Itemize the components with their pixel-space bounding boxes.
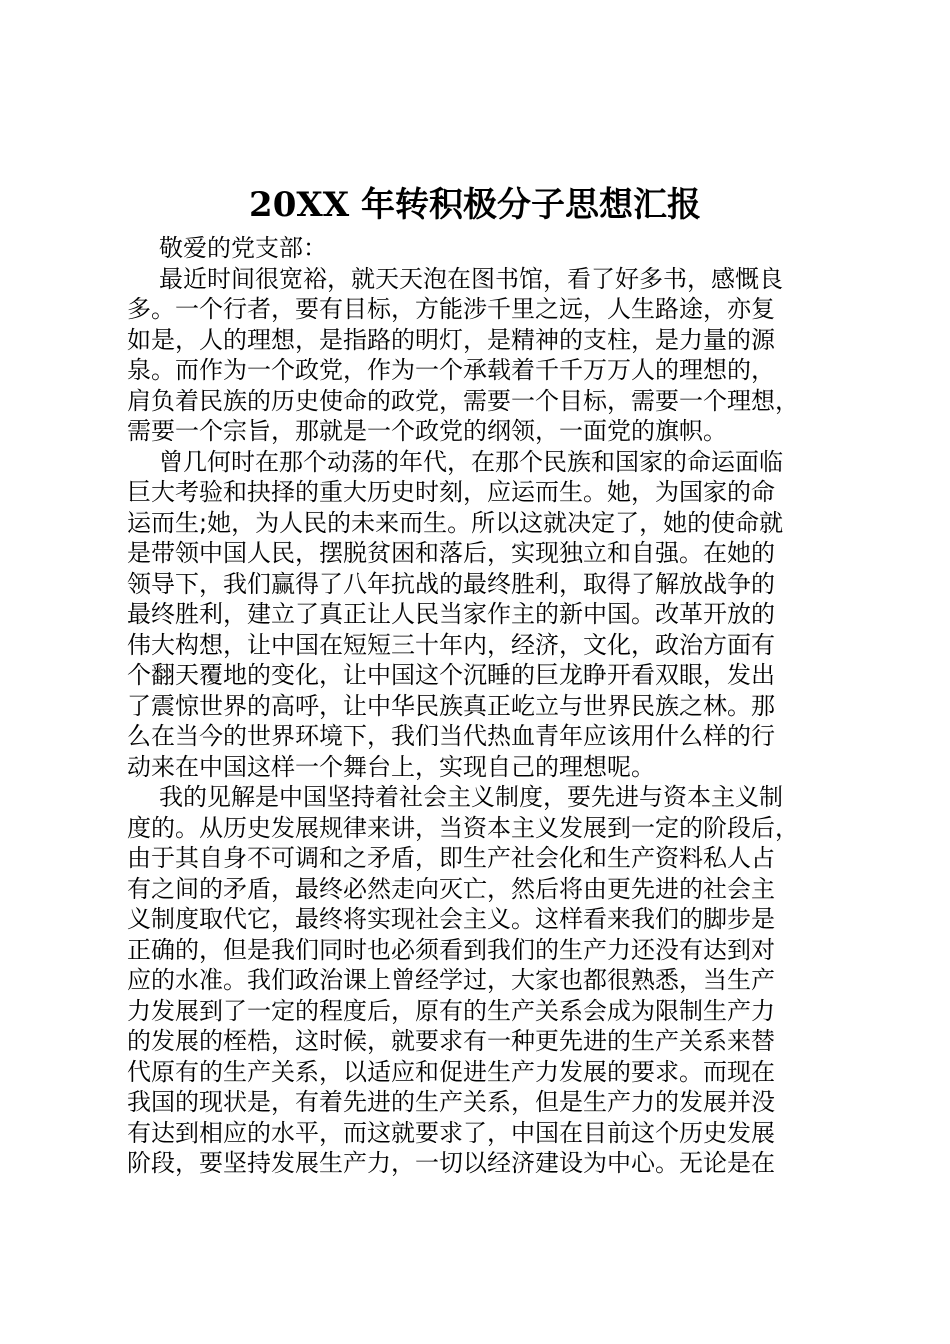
- paragraph-line: 曾几何时在那个动荡的年代，在那个民族和国家的命运面临: [159, 447, 783, 476]
- document-title: 20XX 年转积极分子思想汇报: [249, 185, 701, 225]
- paragraph-line: 泉。而作为一个政党，作为一个承载着千千万万人的理想的，: [127, 356, 775, 384]
- paragraph-line: 力发展到了一定的程度后，原有的生产关系会成为限制生产力: [127, 996, 775, 1025]
- paragraph-line: 了震惊世界的高呼，让中华民族真正屹立与世界民族之林。那: [127, 691, 775, 720]
- paragraph-line: 是带领中国人民，摆脱贫困和落后，实现独立和自强。在她的: [127, 539, 775, 567]
- paragraph-line: 领导下，我们赢得了八年抗战的最终胜利，取得了解放战争的: [127, 569, 775, 598]
- paragraph-line: 伟大构想，让中国在短短三十年内，经济，文化，政治方面有: [127, 630, 775, 659]
- paragraph-line: 最终胜利，建立了真正让人民当家作主的新中国。改革开放的: [127, 600, 775, 628]
- paragraph-line: 如是，人的理想，是指路的明灯，是精神的支柱，是力量的源: [127, 325, 775, 354]
- paragraph-line: 巨大考验和抉择的重大历史时刻，应运而生。她，为国家的命: [127, 478, 775, 506]
- paragraph-line: 多。一个行者，要有目标，方能涉千里之远，人生路途，亦复: [127, 295, 775, 323]
- paragraph-line: 最近时间很宽裕，就天天泡在图书馆，看了好多书，感慨良: [159, 264, 783, 293]
- document-body: [127, 233, 827, 1179]
- paragraph-line: 有达到相应的水平，而这就要求了，中国在目前这个历史发展: [127, 1118, 775, 1147]
- paragraph-line: 阶段，要坚持发展生产力，一切以经济建设为中心。无论是在: [127, 1149, 775, 1177]
- paragraph-line: 需要一个宗旨，那就是一个政党的纲领，一面党的旗帜。: [127, 417, 727, 445]
- paragraph-2: [127, 447, 827, 783]
- paragraph-line: 有之间的矛盾，最终必然走向灭亡，然后将由更先进的社会主: [127, 874, 775, 903]
- paragraph-line: 我国的现状是，有着先进的生产关系，但是生产力的发展并没: [127, 1088, 775, 1116]
- paragraph-line: 义制度取代它，最终将实现社会主义。这样看来我们的脚步是: [127, 905, 775, 933]
- paragraph-line: 应的水准。我们政治课上曾经学过，大家也都很熟悉，当生产: [127, 966, 775, 994]
- paragraph-line: 正确的，但是我们同时也必须看到我们的生产力还没有达到对: [127, 935, 775, 964]
- paragraph-line: 运而生;她，为人民的未来而生。所以这就决定了，她的使命就: [127, 508, 784, 537]
- paragraph-line: 由于其自身不可调和之矛盾，即生产社会化和生产资料私人占: [127, 844, 775, 872]
- paragraph-line: 么在当今的世界环境下，我们当代热血青年应该用什么样的行: [127, 722, 775, 750]
- salutation: 敬爱的党支部：: [159, 234, 327, 262]
- paragraph-line: 代原有的生产关系，以适应和促进生产力发展的要求。而现在: [127, 1057, 775, 1086]
- paragraph-line: 动来在中国这样一个舞台上，实现自己的理想呢。: [127, 752, 655, 781]
- paragraph-line: 我的见解是中国坚持着社会主义制度，要先进与资本主义制: [159, 783, 783, 811]
- paragraph-line: 肩负着民族的历史使命的政党，需要一个目标，需要一个理想，: [127, 386, 799, 415]
- paragraph-line: 的发展的桎梏，这时候，就要求有一种更先进的生产关系来替: [127, 1027, 775, 1055]
- paragraph-1: [127, 264, 827, 447]
- paragraph-line: 个翻天覆地的变化，让中国这个沉睡的巨龙睁开看双眼，发出: [127, 661, 775, 689]
- paragraph-line: 度的。从历史发展规律来讲，当资本主义发展到一定的阶段后，: [127, 813, 799, 842]
- paragraph-3: [127, 782, 827, 1179]
